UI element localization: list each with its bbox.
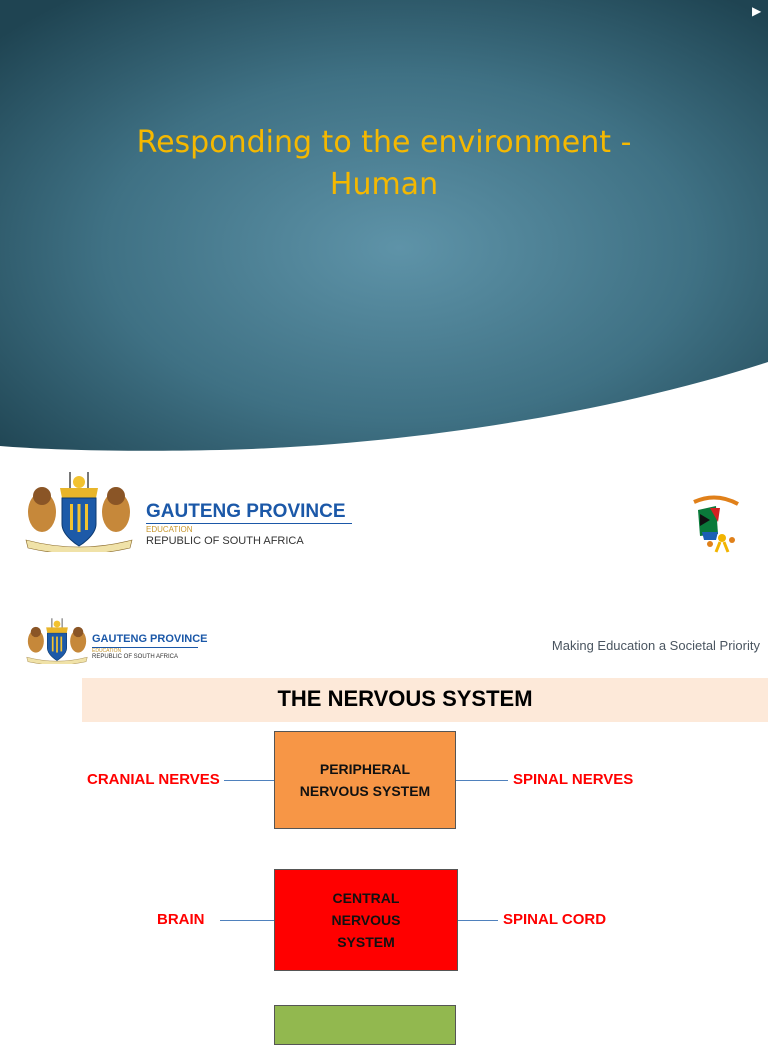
logo-divider xyxy=(146,523,352,524)
tagline: Making Education a Societal Priority xyxy=(551,638,760,653)
peripheral-nervous-system-box xyxy=(274,731,456,829)
slide-heading: THE NERVOUS SYSTEM xyxy=(277,686,533,711)
coat-of-arms-icon xyxy=(22,468,136,552)
cranial-nerves-label: CRANIAL NERVES xyxy=(87,771,220,788)
coat-of-arms-icon xyxy=(24,616,90,664)
hero-wave-shape xyxy=(0,0,768,470)
brain-label: BRAIN xyxy=(157,911,205,928)
country-name: REPUBLIC OF SOUTH AFRICA xyxy=(92,654,179,660)
cns-box-label: CENTRAL NERVOUS SYSTEM xyxy=(331,890,401,950)
title-background xyxy=(0,0,768,470)
twenty-years-logo xyxy=(686,492,744,556)
spinal-cord-label: SPINAL CORD xyxy=(503,911,607,928)
department-name: EDUCATION xyxy=(146,525,193,534)
central-nervous-system-box xyxy=(274,869,458,971)
slide-title: Responding to the environment - Human xyxy=(136,125,632,202)
connector-line xyxy=(458,920,498,921)
spinal-nerves-label: SPINAL NERVES xyxy=(513,771,634,788)
pns-box-label: PERIPHERAL NERVOUS SYSTEM xyxy=(299,761,431,799)
department-name: EDUCATION xyxy=(92,648,122,654)
connector-line xyxy=(456,780,508,781)
play-arrow-icon: ▶ xyxy=(752,4,762,18)
connector-line xyxy=(224,780,274,781)
connector-line xyxy=(220,920,274,921)
province-name: GAUTENG PROVINCE xyxy=(92,633,208,645)
country-name: REPUBLIC OF SOUTH AFRICA xyxy=(146,535,304,547)
nervous-system-slide xyxy=(0,598,768,1024)
heading-banner xyxy=(82,678,768,722)
green-box xyxy=(274,1005,456,1045)
province-name: GAUTENG PROVINCE xyxy=(146,501,346,522)
